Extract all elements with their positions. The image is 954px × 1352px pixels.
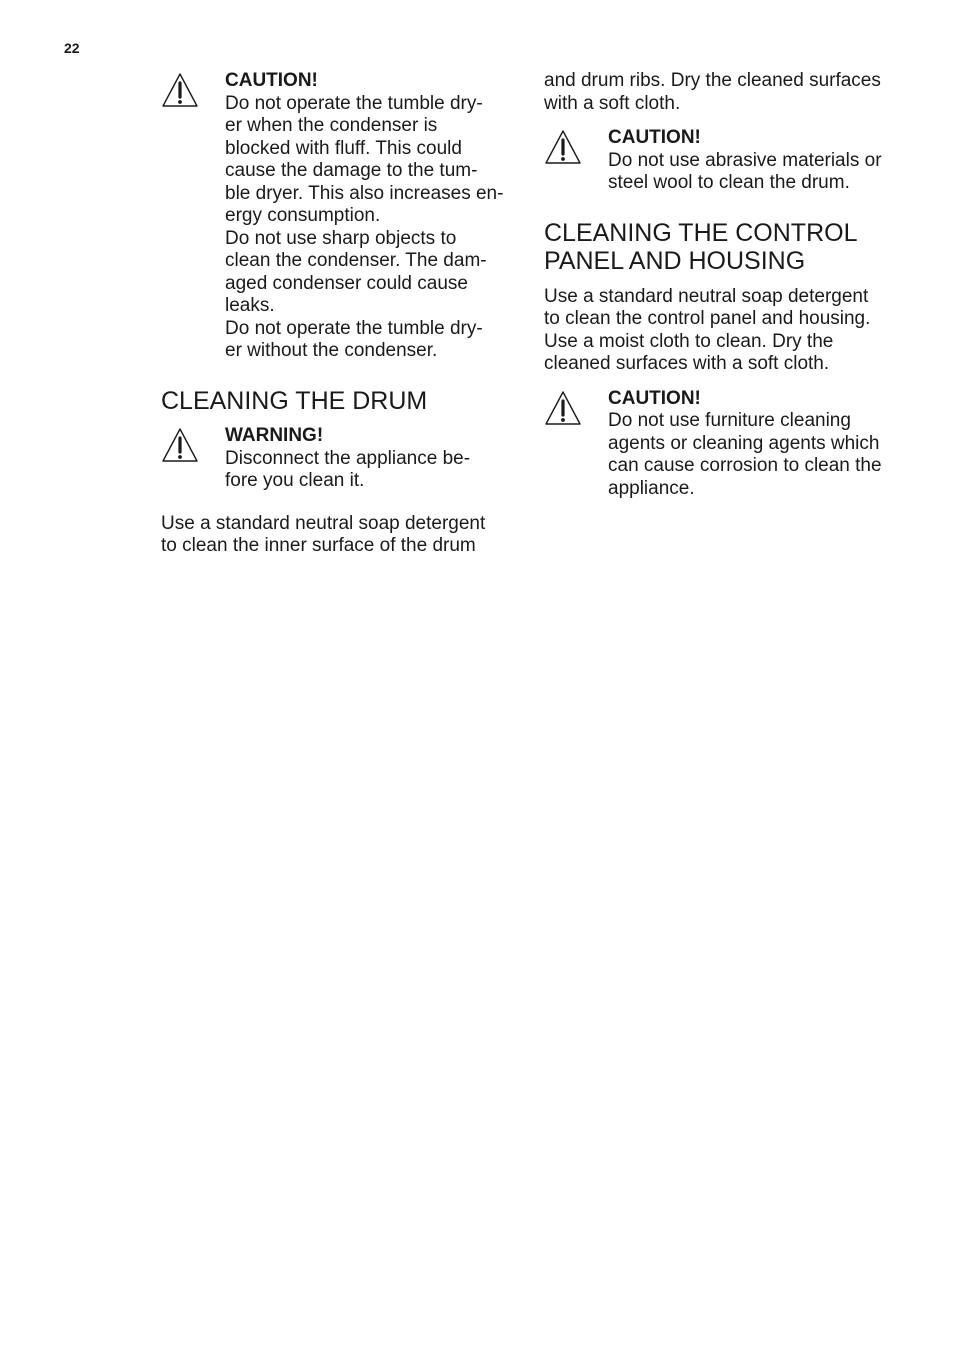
caution-abrasive (544, 127, 896, 195)
caution-label: CAUTION! (608, 127, 701, 148)
warning-text: Disconnect the appliance be- fore you clean it. (225, 447, 471, 491)
caution-text: Do not operate the tumble dry- er when the condenser is blocked with fluff. This could cause the damage to the tum- ble dryer. This also increases en- ergy consumption. Do not use sharp objects to clean the condenser. The dam- aged condenser could cause leaks. Do not operate the tumble dry- er without the condenser. (225, 92, 504, 361)
warning-triangle-icon (161, 72, 199, 108)
caution-text: Do not use furniture cleaning agents or cleaning agents which can cause corrosion to clean the appliance. (608, 410, 882, 499)
panel-cleaning-text: Use a standard neutral soap detergent to clean the control panel and housing. Use a moist cloth to clean. Dry the cleaned surfaces with a soft cloth. (544, 285, 871, 374)
drum-cleaning-text-continued: and drum ribs. Dry the cleaned surfaces with a soft cloth. (544, 70, 881, 114)
warning-triangle-icon (544, 129, 582, 165)
page-number: 22 (64, 40, 80, 56)
heading-cleaning-control-panel: CLEANING THE CONTROL PANEL AND HOUSING (544, 218, 858, 275)
heading-cleaning-drum: CLEANING THE DRUM (161, 386, 428, 415)
warning-triangle-icon (161, 427, 199, 463)
warning-label: WARNING! (225, 425, 324, 446)
left-column (161, 70, 513, 558)
right-column (544, 70, 896, 500)
drum-cleaning-text: Use a standard neutral soap detergent to clean the inner surface of the drum (161, 512, 486, 556)
caution-label: CAUTION! (608, 387, 701, 409)
caution-corrosion (544, 388, 896, 501)
caution-label: CAUTION! (225, 70, 318, 91)
caution-text: Do not use abrasive materials or steel wool to clean the drum. (608, 149, 882, 193)
caution-condenser (161, 70, 513, 363)
warning-disconnect (161, 425, 513, 493)
warning-triangle-icon (544, 390, 582, 426)
